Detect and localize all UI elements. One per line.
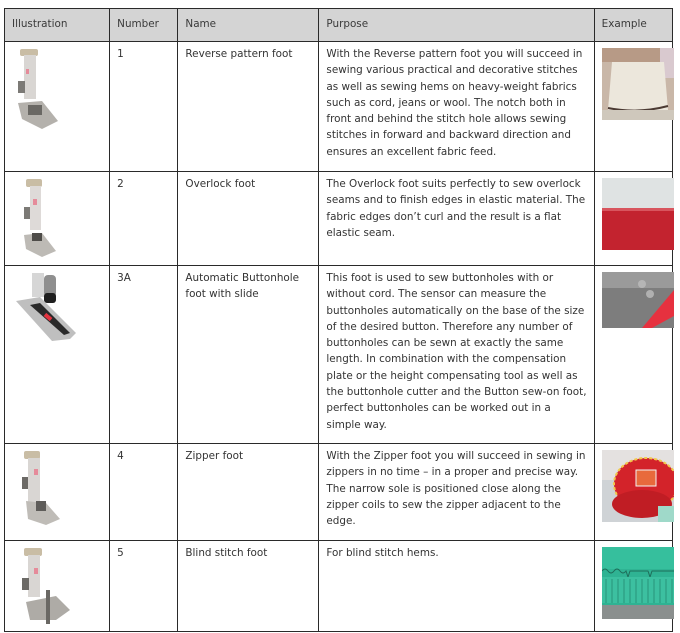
header-purpose: Purpose <box>319 9 594 42</box>
table-row <box>5 42 673 172</box>
grey-buttonhole-fabric-photo <box>602 272 674 344</box>
illustration-cell <box>5 541 110 632</box>
blind-stitch-foot-icon <box>12 546 72 626</box>
green-blind-hem-photo <box>602 547 674 619</box>
header-example: Example <box>594 9 672 42</box>
name-cell: Overlock foot <box>178 172 319 266</box>
purpose-cell: With the Reverse pattern foot you will succeed in sewing various practical and decorative stitches as well as sewing hems on heavy-weight fabrics such as cord, jeans or wool. The notch both in front and behind the stitch hole allows sewing stitches in forward and backward direction and ensures an excellent fabric feed. <box>319 42 594 172</box>
name-cell: Zipper foot <box>178 444 319 541</box>
buttonhole-foot-icon <box>12 271 76 343</box>
illustration-cell <box>5 444 110 541</box>
header-illustration: Illustration <box>5 9 110 42</box>
number-cell: 2 <box>110 172 178 266</box>
number-cell: 4 <box>110 444 178 541</box>
header-number: Number <box>110 9 178 42</box>
illustration-cell <box>5 172 110 266</box>
table-row <box>5 172 673 266</box>
table-header-row <box>5 9 673 42</box>
number-cell: 1 <box>110 42 178 172</box>
example-cell <box>594 541 672 632</box>
purpose-cell: For blind stitch hems. <box>319 541 594 632</box>
zipper-foot-icon <box>12 449 62 529</box>
reverse-pattern-foot-icon <box>12 47 62 132</box>
illustration-cell <box>5 42 110 172</box>
purpose-cell: With the Zipper foot you will succeed in sewing in zippers in no time – in a proper and precise way. The narrow sole is positioned close along the zipper coils to sew the zipper adjacent to the edge. <box>319 444 594 541</box>
example-cell <box>594 42 672 172</box>
example-cell <box>594 172 672 266</box>
illustration-cell <box>5 266 110 444</box>
purpose-cell: The Overlock foot suits perfectly to sew overlock seams and to finish edges in elastic material. The fabric edges don’t curl and the result is a flat elastic seam. <box>319 172 594 266</box>
name-cell: Blind stitch foot <box>178 541 319 632</box>
example-cell <box>594 444 672 541</box>
example-cell <box>594 266 672 444</box>
overlock-foot-icon <box>12 177 62 259</box>
number-cell: 5 <box>110 541 178 632</box>
skirt-hem-photo <box>602 48 674 120</box>
presser-feet-table <box>4 8 673 632</box>
name-cell: Automatic Buttonhole foot with slide <box>178 266 319 444</box>
header-name: Name <box>178 9 319 42</box>
red-overlock-seam-photo <box>602 178 674 250</box>
table-row <box>5 444 673 541</box>
table-row <box>5 541 673 632</box>
table-row <box>5 266 673 444</box>
purpose-cell: This foot is used to sew buttonholes with or without cord. The sensor can measure the buttonholes automatically on the base of the size of the desired button. Therefore any number of buttonholes can be sewn at exactly the same length. In combination with the compensation plate or the height compensating tool as well as the buttonhole cutter and the Button sew-on foot, perfect buttonholes can be worked out in a simple way. <box>319 266 594 444</box>
name-cell: Reverse pattern foot <box>178 42 319 172</box>
red-zipper-case-photo <box>602 450 674 522</box>
number-cell: 3A <box>110 266 178 444</box>
